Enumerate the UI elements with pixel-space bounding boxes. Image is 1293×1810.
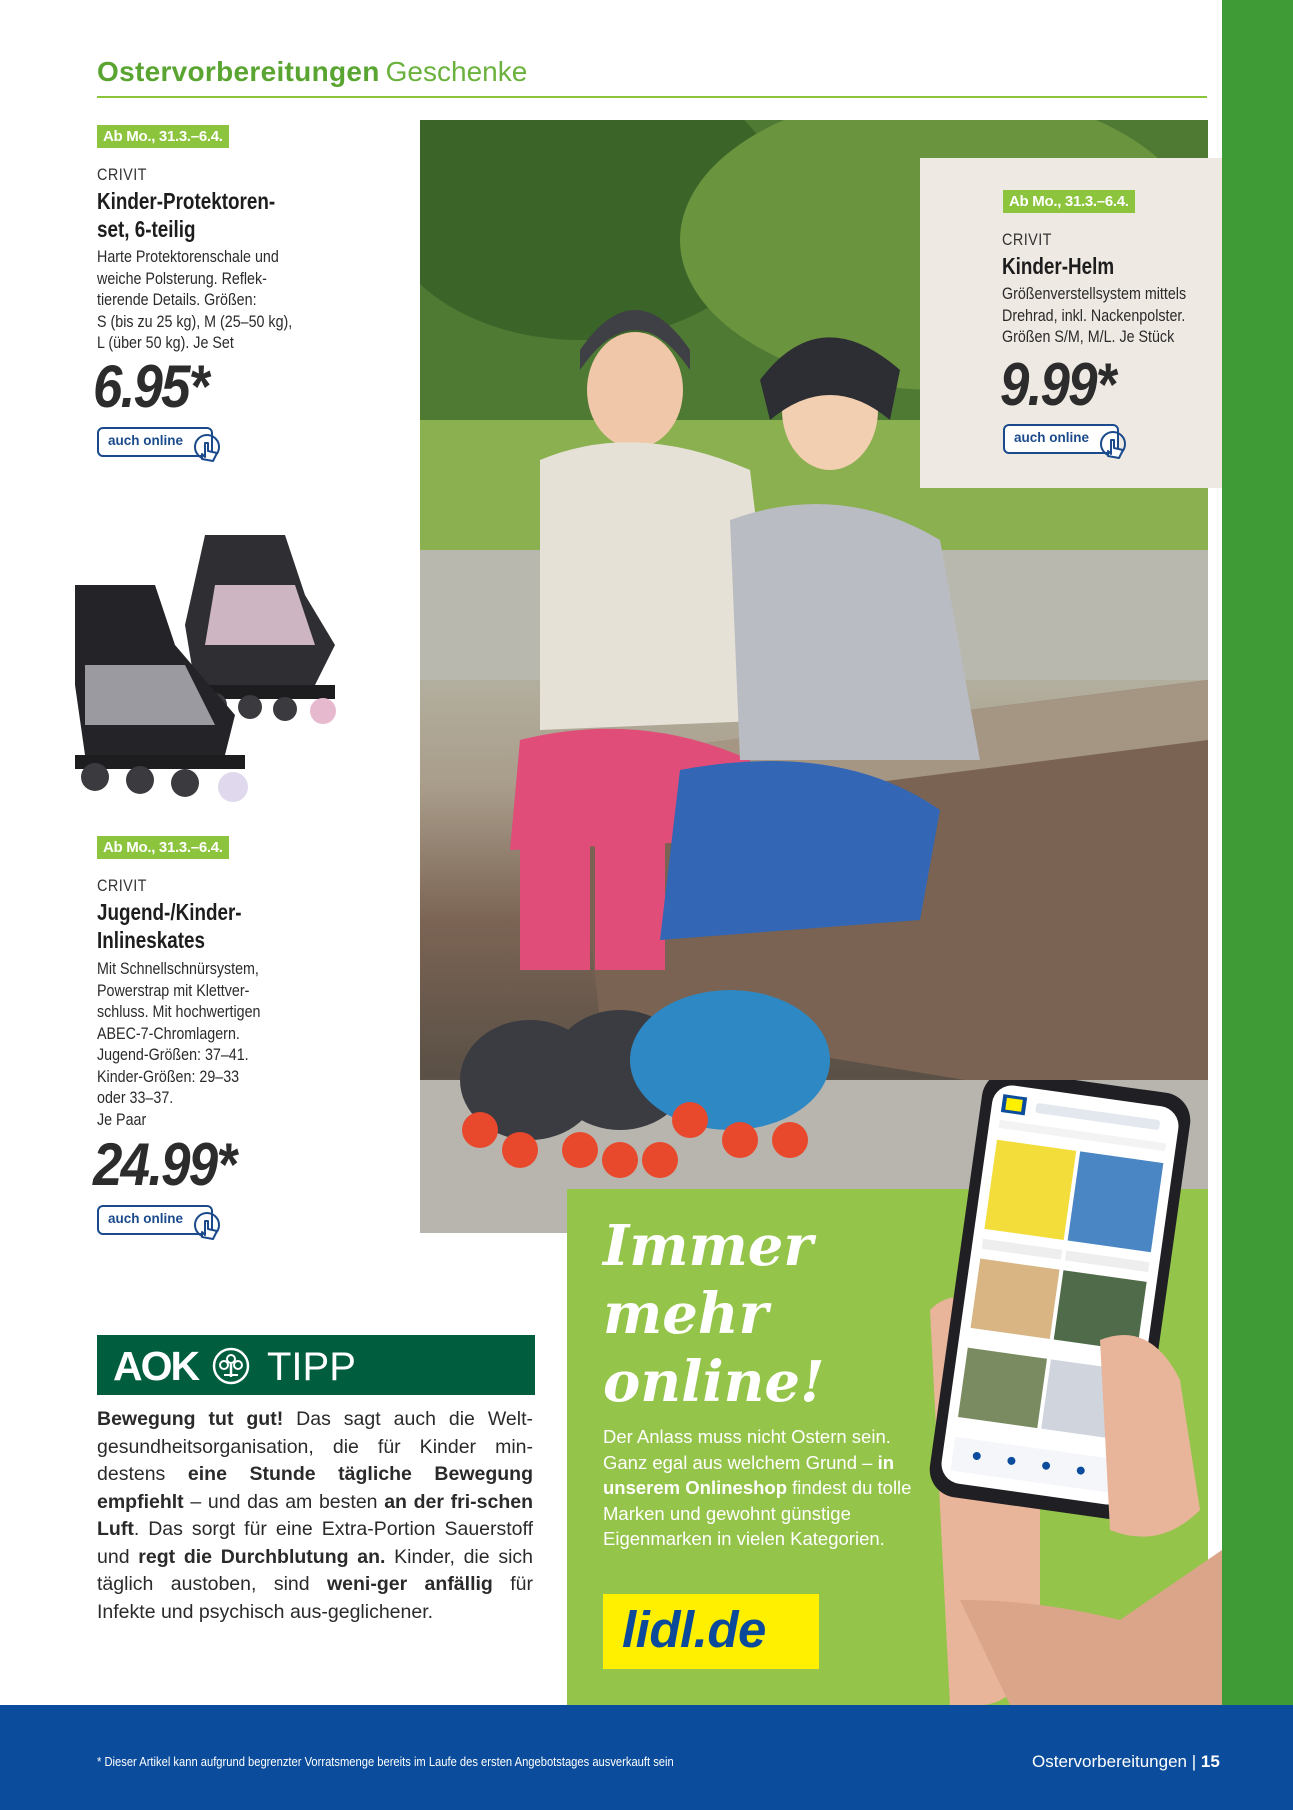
helmet-title: Kinder-Helm (1002, 253, 1115, 279)
protectors-online-button[interactable] (97, 427, 213, 457)
aok-tipp-label: TIPP (267, 1345, 356, 1389)
skates-online-button[interactable] (97, 1205, 213, 1235)
helmet-date-badge: Ab Mo., 31.3.–6.4. (1003, 190, 1135, 213)
aok-tree-icon (211, 1346, 251, 1386)
protectors-description: Harte Protektorenschale und weiche Polsterung. Reflek- tierende Details. Größen: S (bis zu 25 kg), M (25–50 kg), L (über 50 kg). Je Set (97, 247, 293, 352)
right-green-strip (1222, 0, 1293, 1705)
smartphone-in-hand-image (920, 1080, 1222, 1705)
protectors-date-badge: Ab Mo., 31.3.–6.4. (97, 125, 229, 148)
inline-skates-image (55, 515, 385, 815)
page-number: 15 (1200, 1752, 1220, 1771)
skates-title-line2: Inlineskates (97, 927, 205, 953)
lidl-de-link[interactable] (603, 1594, 819, 1669)
protectors-brand: CRIVIT (97, 165, 147, 184)
pointer-hand-icon (191, 431, 225, 465)
helmet-online-button[interactable] (1003, 424, 1119, 454)
protectors-online-label: auch online (108, 433, 184, 448)
online-promo-headline: Immer mehr online! (603, 1213, 825, 1415)
lidl-de-logo: lidl.de (622, 1601, 766, 1658)
header-subcategory: Geschenke (385, 56, 528, 87)
protectors-price: 6.95* (93, 353, 208, 420)
aok-tipp-text: Bewegung tut gut! Das sagt auch die Welt-gesundheitsorganisation, die für Kinder min-destens eine Stunde tägliche Bewegung empfiehlt – und das am besten an der fri-schen Luft. Das sorgt für eine Extra-Portion Sauerstoff und regt die Durchblutung an. Kinder, die sich täglich austoben, sind weni-ger anfällig für Infekte und psychisch aus-geglichener. (97, 1408, 534, 1623)
pointer-hand-icon (191, 1209, 225, 1243)
helmet-price: 9.99* (1000, 351, 1115, 418)
protectors-title-line1: Kinder-Protektoren- (97, 188, 276, 214)
footer-page-info: Ostervorbereitungen | 15 (1032, 1752, 1220, 1771)
skates-date-badge: Ab Mo., 31.3.–6.4. (97, 836, 229, 859)
skates-online-label: auch online (108, 1211, 184, 1226)
helmet-online-label: auch online (1014, 430, 1090, 445)
pointer-hand-icon (1097, 428, 1131, 462)
skates-brand: CRIVIT (97, 876, 147, 895)
helmet-description: Größenverstellsystem mittels Drehrad, inkl. Nackenpolster. Größen S/M, M/L. Je Stück (1002, 284, 1187, 346)
page-header (97, 56, 1207, 98)
online-promo-text: Der Anlass muss nicht Ostern sein. Ganz egal aus welchem Grund – in unserem Onlineshop findest du tolle Marken und gewohnt günstige Eigenmarken in vielen Kategorien. (603, 1426, 912, 1549)
helmet-brand: CRIVIT (1002, 230, 1052, 249)
skates-price: 24.99* (93, 1131, 236, 1198)
header-category: Ostervorbereitungen (97, 56, 380, 87)
aok-tipp-banner (97, 1335, 535, 1395)
skates-title-line1: Jugend-/Kinder- (97, 899, 242, 925)
skates-title (97, 898, 242, 954)
skates-description: Mit Schnellschnürsystem, Powerstrap mit Klettver- schluss. Mit hochwertigen ABEC-7-Chromlagern. Jugend-Größen: 37–41. Kinder-Größen: 29–33 oder 33–37. Je Paar (97, 959, 261, 1129)
protectors-title-line2: set, 6-teilig (97, 216, 196, 242)
aok-logo-text: AOK (113, 1343, 199, 1389)
protectors-title (97, 187, 275, 243)
footer-disclaimer: * Dieser Artikel kann aufgrund begrenzter Vorratsmenge bereits im Laufe des ersten Angebotstages ausverkauft sein (97, 1754, 674, 1769)
